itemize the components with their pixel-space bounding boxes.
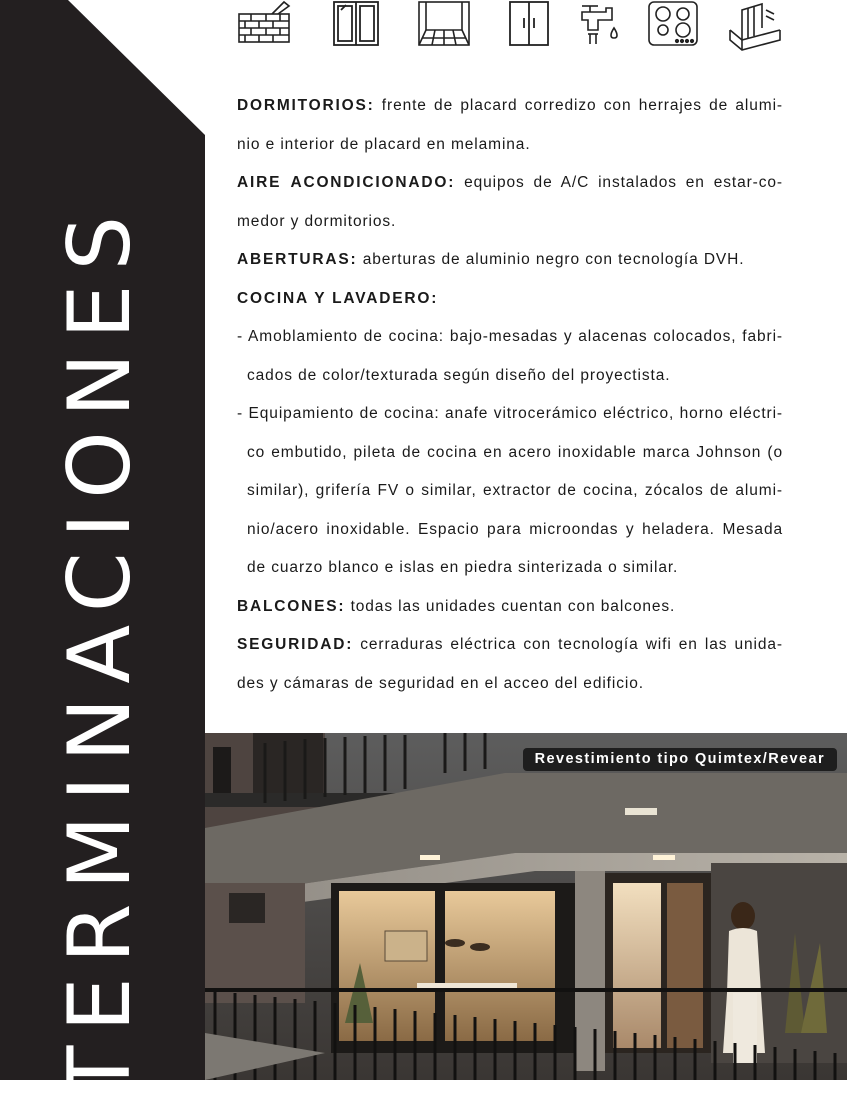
specs-text-block — [237, 87, 783, 703]
cooktop-icon — [646, 0, 702, 52]
faucet-icon — [576, 0, 632, 52]
spec-label-cocina: COCINA Y LAVADERO: — [237, 289, 439, 307]
amenity-icon-row — [230, 0, 790, 54]
render-illustration — [205, 733, 847, 1080]
page-title: TERMINACIONES — [50, 201, 150, 1098]
spec-label: ABERTURAS: — [237, 251, 358, 268]
spec-text: cerraduras eléctrica con tecnología wifi en las unida- — [360, 636, 783, 653]
spec-label: SEGURIDAD: — [237, 636, 354, 653]
floor-tiles-icon — [416, 0, 472, 52]
title-banner — [0, 0, 205, 1098]
spec-aberturas — [237, 241, 783, 280]
spec-seguridad — [237, 626, 783, 665]
balcony-railing-icon — [726, 0, 782, 52]
spec-text: equipos de A/C instalados en estar-co- — [464, 174, 783, 191]
spec-balcones — [237, 588, 783, 627]
wardrobe-icon — [502, 0, 558, 52]
cladding-caption-badge: Revestimiento tipo Quimtex/Revear — [523, 748, 837, 771]
spec-text-line: - Equipamiento de cocina: anafe vitrocerámico eléctrico, horno eléctri- — [237, 405, 783, 422]
window-icon — [328, 0, 384, 52]
brick-wall-icon — [236, 0, 292, 52]
spec-text: frente de placard corredizo con herrajes de alumi- — [381, 97, 783, 114]
spec-text-line: - Amoblamiento de cocina: bajo-mesadas y alacenas colocados, fabri- — [237, 328, 783, 345]
spec-label: DORMITORIOS: — [237, 97, 375, 114]
spec-aire — [237, 164, 783, 203]
spec-text: aberturas de aluminio negro con tecnología DVH. — [362, 251, 745, 268]
spec-label: BALCONES: — [237, 597, 346, 615]
spec-text-line: des y cámaras de seguridad en el acceo del edificio. — [237, 674, 644, 692]
spec-text-line: nio e interior de placard en melamina. — [237, 135, 531, 153]
spec-text-line: de cuarzo blanco e islas en piedra sinterizada o similar. — [247, 559, 679, 576]
spec-text-line: medor y dormitorios. — [237, 212, 397, 230]
spec-text: todas las unidades cuentan con balcones. — [350, 597, 676, 615]
spec-text-line: nio/acero inoxidable. Espacio para microondas y heladera. Mesada — [247, 520, 783, 538]
spec-text-line: co embutido, pileta de cocina en acero inoxidable marca Johnson (o — [247, 443, 783, 461]
spec-dormitorios — [237, 87, 783, 126]
spec-label: AIRE ACONDICIONADO: — [237, 174, 456, 191]
spec-text-line: similar), grifería FV o similar, extractor de cocina, zócalos de alumi- — [247, 482, 783, 499]
spec-text-line: cados de color/texturada según diseño del proyectista. — [247, 366, 671, 384]
building-render-image — [205, 733, 847, 1080]
